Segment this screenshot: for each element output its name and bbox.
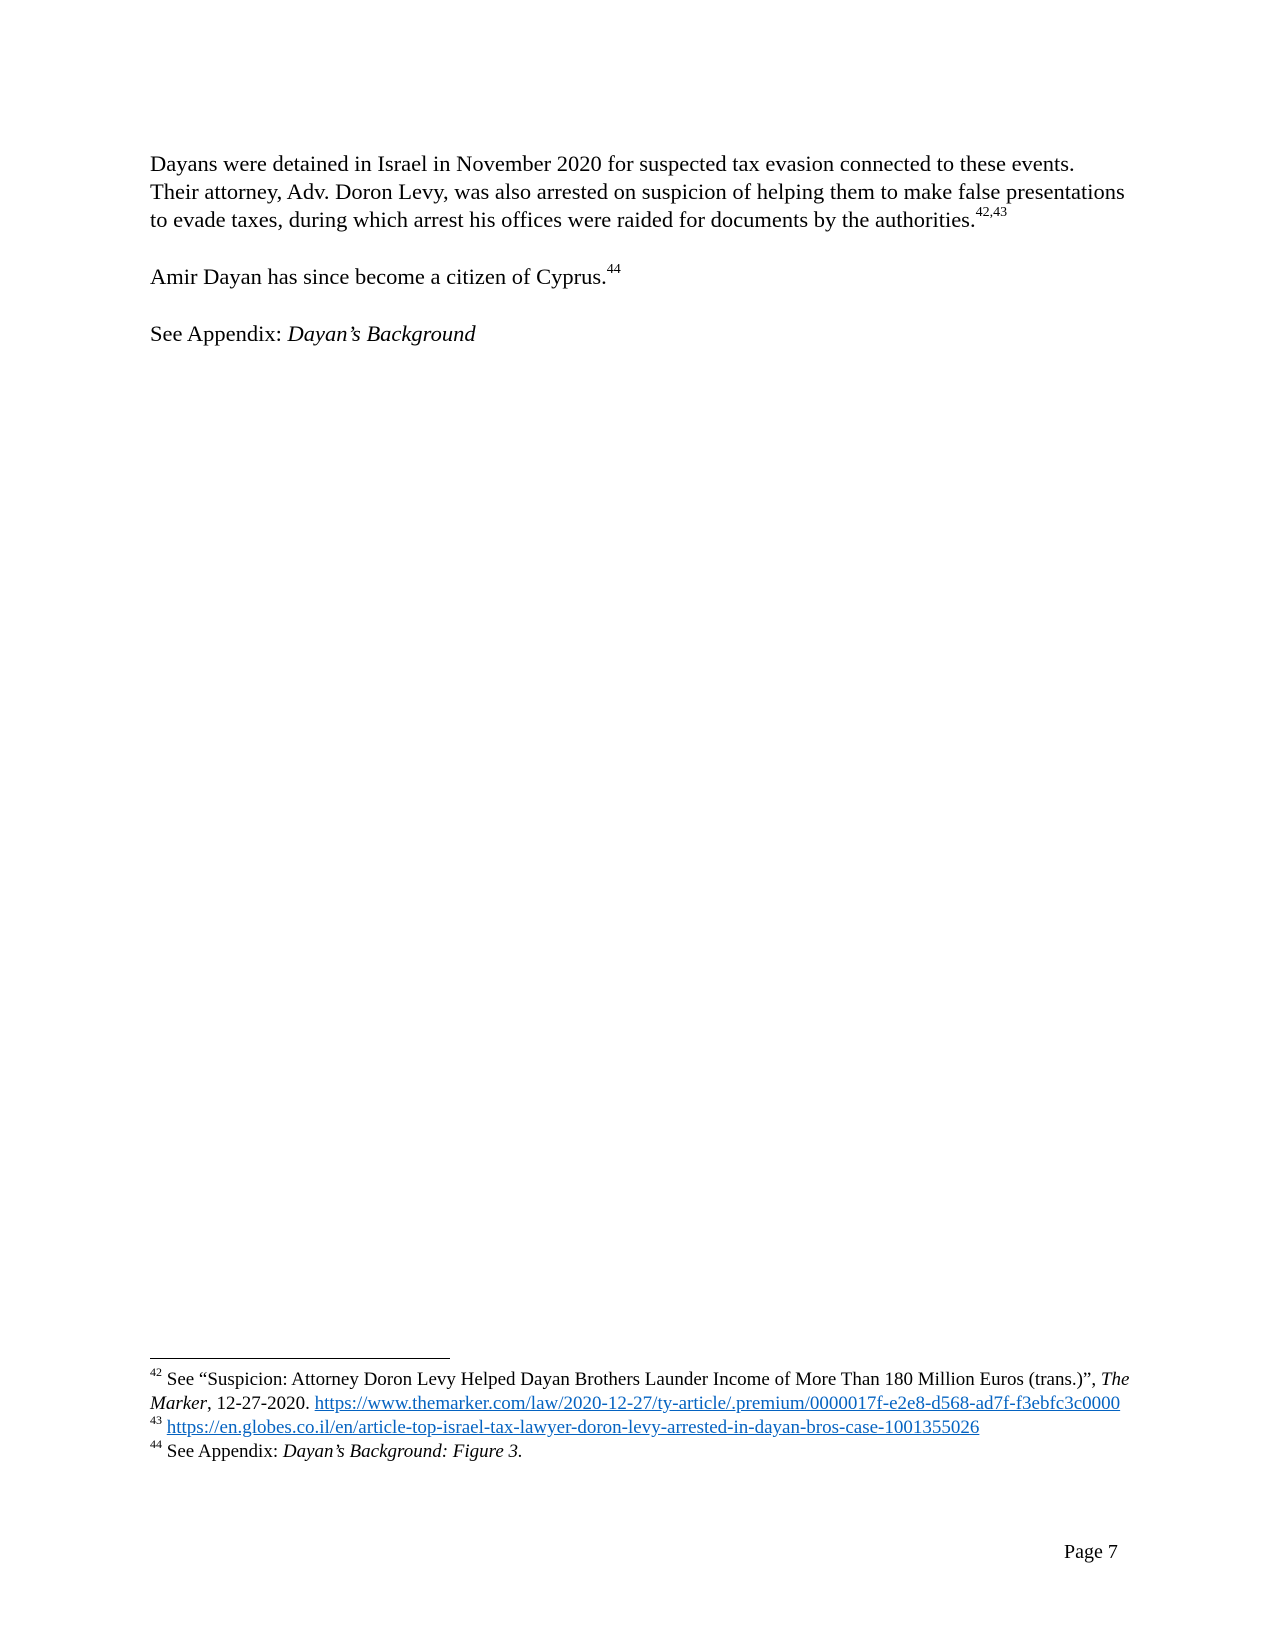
footnotes <box>150 1364 1130 1464</box>
footnote-44-reference: Dayan’s Background: Figure 3. <box>282 1441 523 1462</box>
page-number: Page 7 <box>1064 1541 1118 1563</box>
body-text <box>150 150 1125 377</box>
footnote-42-date: , 12-27-2020. <box>206 1393 315 1414</box>
paragraph-citizenship <box>150 263 1125 291</box>
paragraph-see-appendix <box>150 320 1125 348</box>
paragraph-citizenship-text: Amir Dayan has since become a citizen of Cyprus. <box>150 264 607 289</box>
footnote-42-number: 42 <box>150 1364 162 1379</box>
footnote-42-text: See “Suspicion: Attorney Doron Levy Helped Dayan Brothers Launder Income of More Than 180 Million Euros (trans.)”, <box>162 1369 1101 1390</box>
footnote-ref-42-43[interactable]: 42,43 <box>975 204 1008 220</box>
footnote-ref-44[interactable]: 44 <box>606 261 621 277</box>
footnote-43-link[interactable]: https://en.globes.co.il/en/article-top-israel-tax-lawyer-doron-levy-arrested-in-dayan-bros-case-1001355026 <box>166 1417 980 1438</box>
footnote-44-number: 44 <box>150 1436 162 1451</box>
footnote-43 <box>150 1412 1130 1440</box>
paragraph-detention-text: Dayans were detained in Israel in November 2020 for suspected tax evasion connected to these events. Their attorney, Adv. Doron Levy, was also arrested on suspicion of helping them to make false presentations to evade taxes, during which arrest his offices were raided for documents by the authorities. <box>150 151 1125 232</box>
paragraph-detention <box>150 150 1125 234</box>
footnote-42-link[interactable]: https://www.themarker.com/law/2020-12-27/ty-article/.premium/0000017f-e2e8-d568-ad7f-f3ebfc3c0000 <box>314 1393 1121 1414</box>
see-appendix-prefix: See Appendix: <box>150 321 288 346</box>
footnote-42-source: The Marker <box>150 1369 1130 1414</box>
footnote-43-number: 43 <box>150 1412 162 1427</box>
footnote-44-text: See Appendix: <box>162 1441 283 1462</box>
footnote-44 <box>150 1436 1130 1464</box>
footnote-42 <box>150 1364 1130 1416</box>
footnote-separator <box>150 1358 450 1359</box>
appendix-title: Dayan’s Background <box>287 321 476 346</box>
